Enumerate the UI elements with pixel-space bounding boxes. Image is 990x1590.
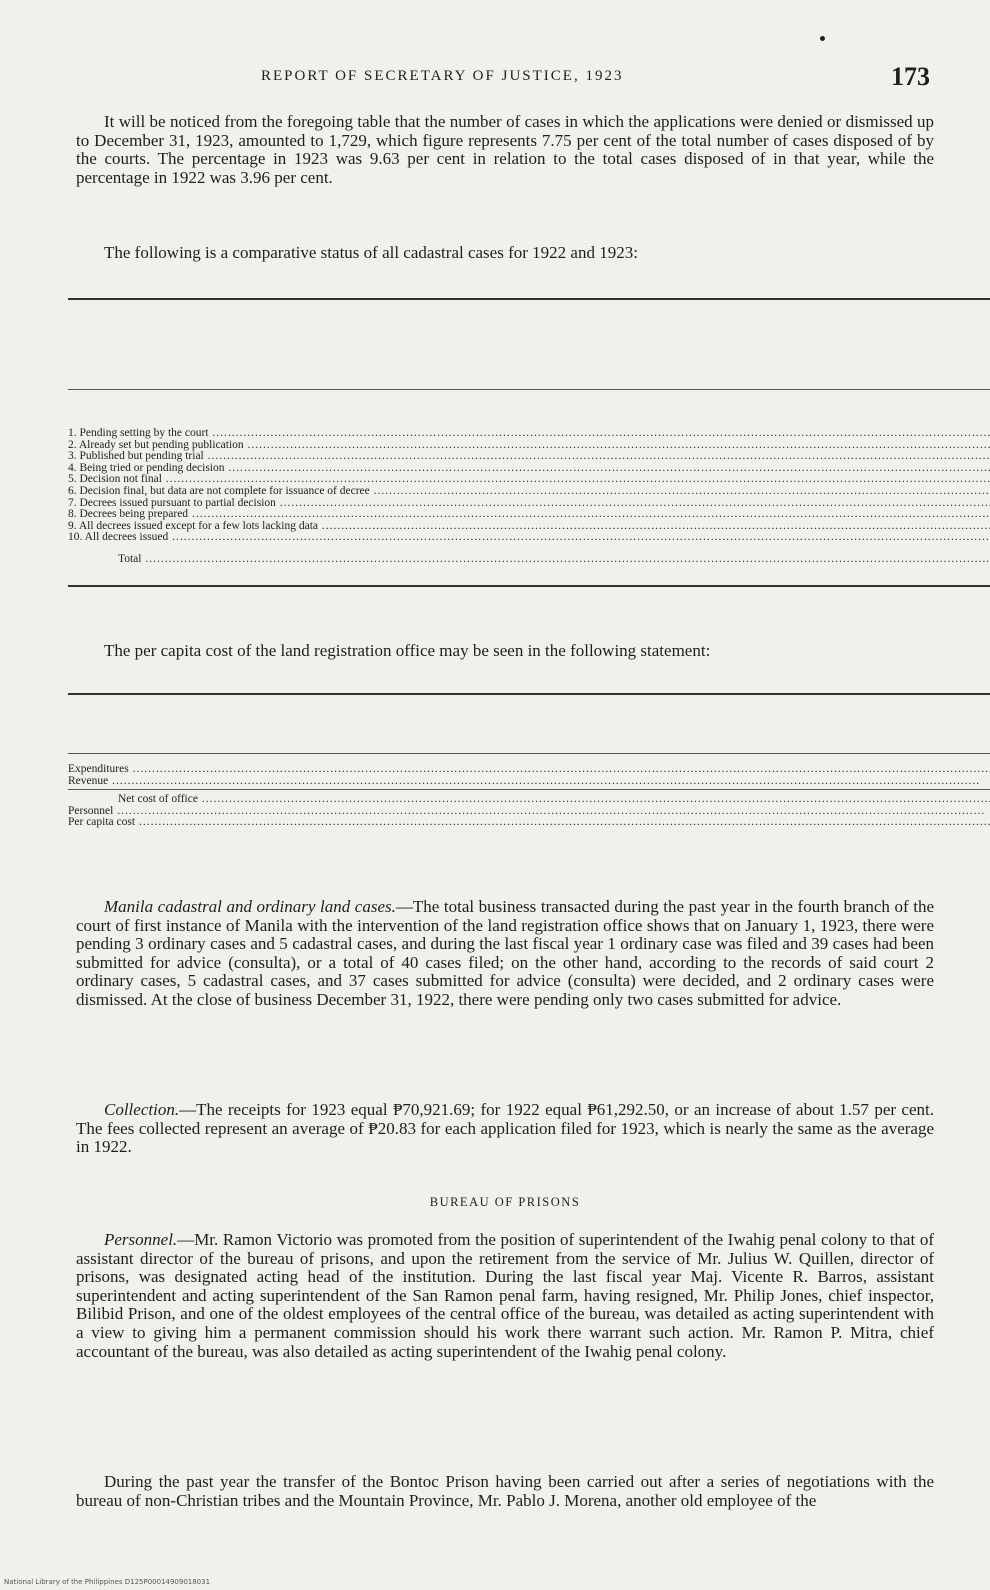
- row-label: Expenditures .....: [68, 764, 990, 776]
- paragraph-collection: [76, 1101, 934, 1157]
- row-label: 8. Decrees being prepared .....: [68, 509, 990, 521]
- total-label: Total .....: [68, 554, 990, 566]
- row-label: 2. Already set but pending publication .....: [68, 440, 990, 452]
- row-label: 6. Decision final, but data are not complete for issuance of decree .....: [68, 486, 990, 498]
- row-label: 10. All decrees issued .....: [68, 532, 990, 544]
- paragraph-manila-cases: [76, 898, 934, 1010]
- paragraph-body: —Mr. Ramon Victorio was promoted from the position of superintendent of the Iwahig penal colony to that of assistant director of the bureau of prisons, and upon the retirement from the service of Mr. Julius W. Quillen, director of prisons, was designated acting head of the institution. During the last fiscal year Maj. Vicente R. Barros, assistant superintendent and acting superintendent of the San Ramon penal farm, having resigned, Mr. Philip Jones, chief inspector, Bilibid Prison, and one of the oldest employees of the central office of the bureau, was detailed as acting superintendent with a view to giving him a permanent commission should his work there warrant such action. Mr. Ramon P. Mitra, chief accountant of the bureau, was also detailed as acting superintendent of the Iwahig penal colony.: [76, 1230, 934, 1361]
- ink-dot: [820, 36, 825, 41]
- row-label: 5. Decision not final .....: [68, 474, 990, 486]
- paragraph-denied-cases: It will be noticed from the foregoing table that the number of cases in which the applications were denied or dismissed up to December 31, 1923, amounted to 1,729, which figure represents 7.75 per cent of the total number of cases disposed of by the courts. The percentage in 1923 was 9.63 per cent in relation to the total cases disposed of in that year, while the percentage in 1922 was 3.96 per cent.: [76, 112, 934, 187]
- row-label: 4. Being tried or pending decision .....: [68, 463, 990, 475]
- row-label: Net cost of office .....: [68, 794, 990, 806]
- run-in-heading: Personnel.: [104, 1230, 178, 1249]
- run-in-heading: Collection.: [104, 1100, 180, 1119]
- row-label: 3. Published but pending trial .....: [68, 451, 990, 463]
- section-heading: BUREAU OF PRISONS: [429, 1195, 581, 1209]
- paragraph-per-capita-intro: The per capita cost of the land registration office may be seen in the following statement:: [104, 641, 711, 660]
- paragraph-body: —The total business transacted during the past year in the fourth branch of the court of first instance of Manila with the intervention of the land registration office shows that on January 1, 1923, there were pending 3 ordinary cases and 5 cadastral cases, and during the last fiscal year 1 ordinary case was filed and 39 cases had been submitted for advice (consulta), or a total of 40 cases filed; on the other hand, according to the records of said court 2 ordinary cases, 5 cadastral cases, and 37 cases submitted for advice (consulta) were decided, and 2 ordinary cases were dismissed. At the close of business December 31, 1922, there were pending only two cases submitted for advice.: [76, 897, 934, 1009]
- case-status-list: [68, 410, 990, 566]
- row-label: 9. All decrees issued except for a few lots lacking data .....: [68, 521, 990, 533]
- running-title: REPORT OF SECRETARY OF JUSTICE, 1923: [261, 68, 624, 84]
- run-in-heading: Manila cadastral and ordinary land cases.: [104, 897, 396, 916]
- per-capita-cost-table: [68, 693, 990, 841]
- cadastral-cases-table: [68, 298, 990, 587]
- paragraph-personnel: [76, 1231, 934, 1361]
- row-label: Per capita cost .....: [68, 817, 990, 829]
- row-label: Personnel .....: [68, 806, 990, 818]
- row-label: 7. Decrees issued pursuant to partial decision .....: [68, 498, 990, 510]
- paragraph-body: —The receipts for 1923 equal ₱70,921.69; for 1922 equal ₱61,292.50, or an increase of about 1.57 per cent. The fees collected represent an average of ₱20.83 for each application filed for 1923, which is nearly the same as the average in 1922.: [76, 1100, 934, 1157]
- row-label: 1. Pending setting by the court .....: [68, 428, 990, 440]
- page-number: 173: [891, 62, 930, 91]
- row-label: Revenue .....: [68, 776, 990, 788]
- scan-footer: National Library of the Philippines D125P00014909018031: [4, 1578, 211, 1586]
- running-header: [76, 62, 930, 92]
- paragraph-comparative-status: The following is a comparative status of all cadastral cases for 1922 and 1923:: [104, 243, 638, 262]
- paragraph-bontoc-prison: During the past year the transfer of the Bontoc Prison having been carried out after a series of negotiations with the bureau of non-Christian tribes and the Mountain Province, Mr. Pablo J. Morena, another old employee of the: [76, 1472, 934, 1510]
